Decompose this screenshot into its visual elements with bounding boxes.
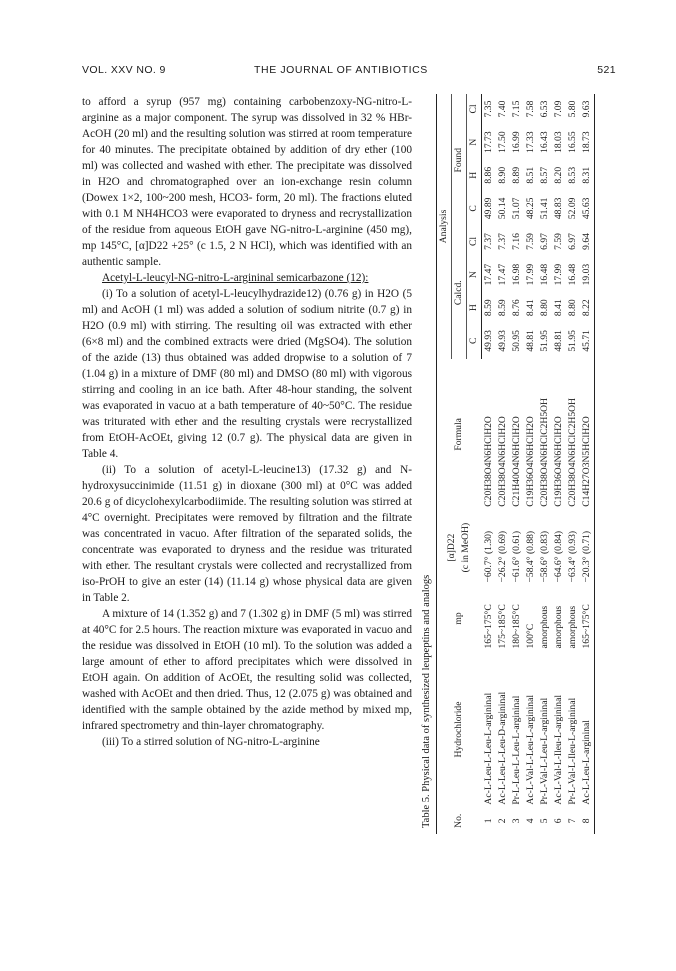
cell-name: Ac-L-Val-L-Leu-L-argininal bbox=[525, 694, 536, 805]
cell-formula: C19H36O4N6HClH2O bbox=[553, 416, 564, 507]
cell-cl-found: 9.63 bbox=[580, 94, 595, 124]
cell-mp: 175~185°C bbox=[497, 604, 508, 649]
col-hydrochloride: Hydrochloride bbox=[437, 651, 482, 807]
cell-alpha: −58.6° (0.83) bbox=[539, 530, 550, 583]
cell-n-found: 17.33 bbox=[525, 131, 536, 153]
cell-h-calcd: 8.41 bbox=[553, 299, 564, 317]
col-calcd: Calcd. bbox=[452, 227, 467, 359]
cell-n-found: 16.55 bbox=[567, 131, 578, 153]
paragraph: (iii) To a stirred solution of NG-nitro-L-arginine bbox=[102, 736, 320, 748]
cell-alpha: −26.2° (0.69) bbox=[497, 530, 508, 583]
cell-mp: amorphous bbox=[567, 605, 578, 649]
alpha-sub: (c in MeOH) bbox=[460, 522, 472, 573]
cell-h-calcd: 8.80 bbox=[567, 299, 578, 317]
paragraph: A mixture of 14 (1.352 g) and 7 (1.302 g) in DMF (5 ml) was stirred at 40°C for 2.5 hours. The reaction mixture was evaporated in vacuo and the residue was dissolved in EtOH (10 ml). To the solution was added a large amount of ether to afford precipitates which were dissolved in EtOH again. On addition of AcOEt, the resulting solid was collected, washed with AcOEt and then dried. Thus, 12 (2.075 g) was obtained and identified with the sample obtained by the azide method by mixed mp, infrared spectrometry and thin-layer chromatography. bbox=[82, 608, 412, 732]
cell-name: Pr-L-Val-L-Leu-L-argininal bbox=[539, 697, 550, 805]
table-row bbox=[580, 94, 595, 834]
cell-c-calcd: 48.81 bbox=[553, 330, 564, 352]
cell-no: 1 bbox=[482, 818, 494, 824]
cell-n-found: 18.03 bbox=[553, 131, 564, 153]
cell-mp: amorphous bbox=[539, 605, 550, 649]
cell-n-calcd: 16.48 bbox=[567, 263, 578, 286]
cell-cl-calcd: 7.59 bbox=[525, 233, 536, 250]
running-header bbox=[82, 64, 616, 80]
cell-no: 8 bbox=[580, 808, 595, 834]
cell-c-found: 49.89 bbox=[483, 197, 494, 220]
cell-name: Ac-L-Leu-L-Leu-D-argininal bbox=[497, 691, 508, 805]
cell-h-calcd: 8.59 bbox=[483, 299, 494, 317]
cell-cl-found: 5.80 bbox=[567, 100, 578, 118]
paragraph: (ii) To a solution of acetyl-L-leucine13) (17.32 g) and N-hydroxysuccinimide (11.51 g) in dioxane (300 ml) at 0°C was added 20.6 g of dicyclohexylcarbodiimide. The resulting solution was stirred at 4°C overnight. Precipitates were removed by filtration and the filtrate was concentrated in vacuo. After filtration of the separated solids, the concentrate was evaporated to dryness and the residue was triturated with ether. The resultant crystals were collected and recrystallized from iso-PrOH to give an ester (14) (11.14 g) whose physical data are given in Table 2. bbox=[82, 464, 412, 604]
cell-name: Ac-L-Leu-L-argininal bbox=[580, 651, 595, 807]
alpha-label: [α]D22 bbox=[446, 533, 458, 562]
cell-h-found: 8.89 bbox=[511, 166, 522, 184]
cell-cl-found: 7.09 bbox=[553, 100, 564, 118]
cell-c-found: 50.14 bbox=[497, 197, 508, 220]
col-cl-found: Cl bbox=[467, 94, 482, 124]
cell-formula: C19H36O4N6HClH2O bbox=[525, 416, 536, 507]
cell-h-found: 8.90 bbox=[497, 166, 508, 184]
cell-alpha: −63.4° (0.93) bbox=[567, 530, 578, 583]
cell-c-calcd: 51.95 bbox=[567, 330, 578, 352]
cell-cl-calcd: 9.64 bbox=[580, 227, 595, 257]
col-found: Found bbox=[452, 94, 467, 227]
cell-c-calcd: 48.81 bbox=[525, 330, 536, 352]
cell-cl-calcd: 7.37 bbox=[497, 233, 508, 250]
cell-n-calcd: 17.47 bbox=[497, 263, 508, 286]
cell-cl-found: 7.58 bbox=[525, 100, 536, 118]
cell-formula: C14H27O3N5HClH2O bbox=[580, 359, 595, 510]
cell-mp: 100°C bbox=[525, 623, 536, 649]
cell-h-found: 8.51 bbox=[525, 166, 536, 184]
cell-formula: C20H38O4N6HClH2O bbox=[497, 416, 508, 507]
cell-cl-found: 7.15 bbox=[511, 100, 522, 118]
cell-mp: amorphous bbox=[553, 605, 564, 649]
cell-name: Pr-L-Leu-L-Leu-L-argininal bbox=[511, 695, 522, 805]
cell-formula: C20H38O4N6HClC2H5OH bbox=[567, 398, 578, 507]
col-formula: Formula bbox=[437, 359, 482, 510]
paragraph: to afford a syrup (957 mg) containing carbobenzoxy-NG-nitro-L-arginine as a major component. The syrup was dissolved in 32 % HBr-AcOH (20 ml) and the resulting solution was stirred at room temperature for 40 minutes. The precipitate obtained by addition of dry ether (100 ml) was collected and washed with ether. The precipitate was dissolved in H2O and chromatographed over an ion-exchange resin column (Dowex 1×2, 100~200 mesh, HCO3- form, 20 ml). The fractions eluted with 0.1 M NH4HCO3 were evaporated to dryness and recrystallization of the residue from aqueous EtOH gave NG-nitro-L-arginine (450 mg), mp 145°C, [α]D22 +25° (c 1.5, 2 N HCl), which was identified with an authentic sample. bbox=[82, 96, 412, 268]
cell-h-calcd: 8.76 bbox=[511, 299, 522, 317]
cell-formula: C21H40O4N6HClH2O bbox=[511, 416, 522, 507]
cell-formula: C20H38O4N6HClC2H5OH bbox=[539, 398, 550, 507]
cell-mp: 180~185°C bbox=[511, 604, 522, 649]
cell-alpha: −60.7° (1.30) bbox=[482, 530, 494, 583]
cell-c-calcd: 49.93 bbox=[483, 330, 494, 352]
cell-no: 2 bbox=[497, 818, 508, 824]
cell-c-found: 45.63 bbox=[580, 190, 595, 226]
cell-no: 4 bbox=[525, 818, 536, 824]
col-analysis: Analysis bbox=[437, 94, 452, 359]
body-text bbox=[82, 94, 412, 750]
cell-h-calcd: 8.22 bbox=[580, 293, 595, 323]
cell-no: 6 bbox=[553, 818, 564, 824]
col-alpha bbox=[437, 510, 482, 586]
section-heading: Acetyl-L-leucyl-NG-nitro-L-argininal semicarbazone (12): bbox=[102, 272, 369, 284]
table-caption: Table 5. Physical data of synthesized leupeptins and analogs bbox=[421, 574, 432, 828]
col-c-found: C bbox=[467, 190, 482, 226]
col-n-calcd: N bbox=[467, 256, 482, 292]
cell-alpha: −64.6° (0.84) bbox=[553, 530, 564, 583]
cell-c-calcd: 49.93 bbox=[497, 330, 508, 352]
cell-n-calcd: 17.99 bbox=[525, 263, 536, 286]
cell-mp: 165~175°C bbox=[580, 585, 595, 651]
cell-cl-found: 7.40 bbox=[497, 100, 508, 118]
cell-cl-found: 6.53 bbox=[539, 100, 550, 118]
cell-cl-calcd: 6.97 bbox=[567, 233, 578, 250]
col-h-found: H bbox=[467, 160, 482, 190]
cell-n-calcd: 17.99 bbox=[553, 263, 564, 286]
cell-alpha: −61.6° (0.61) bbox=[511, 530, 522, 583]
cell-c-found: 51.07 bbox=[511, 197, 522, 220]
col-no: No. bbox=[437, 808, 482, 834]
cell-c-calcd: 45.71 bbox=[580, 323, 595, 359]
physical-data-table bbox=[436, 94, 595, 834]
cell-cl-found: 7.35 bbox=[483, 100, 494, 118]
cell-c-found: 51.41 bbox=[539, 197, 550, 220]
table-row bbox=[510, 94, 524, 834]
cell-h-found: 8.86 bbox=[483, 166, 494, 184]
page-number: 521 bbox=[597, 64, 616, 76]
cell-no: 3 bbox=[511, 818, 522, 824]
cell-h-found: 8.20 bbox=[553, 166, 564, 184]
table-row bbox=[566, 94, 580, 834]
cell-alpha: −20.3° (0.71) bbox=[580, 510, 595, 586]
cell-c-calcd: 51.95 bbox=[539, 330, 550, 352]
col-c-calcd: C bbox=[467, 323, 482, 359]
cell-n-calcd: 17.47 bbox=[483, 263, 494, 286]
col-n-found: N bbox=[467, 124, 482, 160]
cell-c-found: 52.09 bbox=[567, 197, 578, 220]
col-h-calcd: H bbox=[467, 293, 482, 323]
cell-name: Ac-L-Val-L-Ileu-L-argininal bbox=[553, 694, 564, 805]
paragraph: (i) To a solution of acetyl-L-leucylhydrazide12) (0.76 g) in H2O (5 ml) and AcOH (1 ml) was added a solution of sodium nitrite (0.7 g) in H2O (0.9 ml) with stirring. The resulting oil was extracted with ether (6×8 ml) and the combined extracts were dried (MgSO4). The solution of the azide (13) thus obtained was added dropwise to a solution of 7 (1.04 g) in a mixture of DMF (80 ml) and DMSO (80 ml) with vigorous stirring and cooling in an ice bath. After 48-hour standing, the solvent was evaporated in vacuo at a bath temperature of 40~50°C. The residue was triturated with ether and the resulting crystals were recrystallized from EtOH-AcOEt, giving 12 (0.7 g). The physical data are given in Table 4. bbox=[82, 288, 412, 460]
cell-n-found: 16.99 bbox=[511, 131, 522, 153]
cell-no: 5 bbox=[539, 818, 550, 824]
table-5-region bbox=[420, 94, 625, 834]
col-cl-calcd: Cl bbox=[467, 227, 482, 257]
cell-h-found: 8.31 bbox=[580, 160, 595, 190]
cell-n-found: 18.73 bbox=[580, 124, 595, 160]
rotated-table bbox=[420, 94, 625, 834]
cell-c-found: 48.83 bbox=[553, 197, 564, 220]
cell-name: Pr-L-Val-L-Ileu-L-argininal bbox=[567, 697, 578, 805]
cell-h-calcd: 8.41 bbox=[525, 299, 536, 317]
cell-h-found: 8.57 bbox=[539, 166, 550, 184]
cell-cl-calcd: 7.59 bbox=[553, 233, 564, 250]
cell-no: 7 bbox=[567, 818, 578, 824]
cell-name: Ac-L-Leu-L-Leu-L-argininal bbox=[482, 692, 494, 805]
table-row bbox=[538, 94, 552, 834]
cell-mp: 165~175°C bbox=[482, 604, 494, 649]
col-mp: mp bbox=[437, 585, 482, 651]
cell-n-found: 16.43 bbox=[539, 131, 550, 153]
table-row bbox=[496, 94, 510, 834]
cell-h-calcd: 8.59 bbox=[497, 299, 508, 317]
cell-n-found: 17.50 bbox=[497, 131, 508, 153]
journal-title: THE JOURNAL OF ANTIBIOTICS bbox=[254, 64, 428, 76]
cell-n-calcd: 19.03 bbox=[580, 256, 595, 292]
volume-label: VOL. XXV NO. 9 bbox=[82, 64, 166, 76]
cell-n-found: 17.73 bbox=[483, 131, 494, 153]
cell-c-calcd: 50.95 bbox=[511, 330, 522, 352]
cell-n-calcd: 16.98 bbox=[511, 263, 522, 286]
table-row bbox=[482, 94, 497, 834]
cell-h-found: 8.53 bbox=[567, 166, 578, 184]
cell-n-calcd: 16.48 bbox=[539, 263, 550, 286]
cell-alpha: −58.4° (0.88) bbox=[525, 530, 536, 583]
table-row bbox=[552, 94, 566, 834]
cell-h-calcd: 8.80 bbox=[539, 299, 550, 317]
cell-cl-calcd: 7.16 bbox=[511, 233, 522, 250]
cell-cl-calcd: 7.37 bbox=[483, 233, 494, 250]
table-row bbox=[524, 94, 538, 834]
cell-cl-calcd: 6.97 bbox=[539, 233, 550, 250]
cell-formula: C20H38O4N6HClH2O bbox=[482, 416, 494, 507]
cell-c-found: 48.25 bbox=[525, 197, 536, 220]
